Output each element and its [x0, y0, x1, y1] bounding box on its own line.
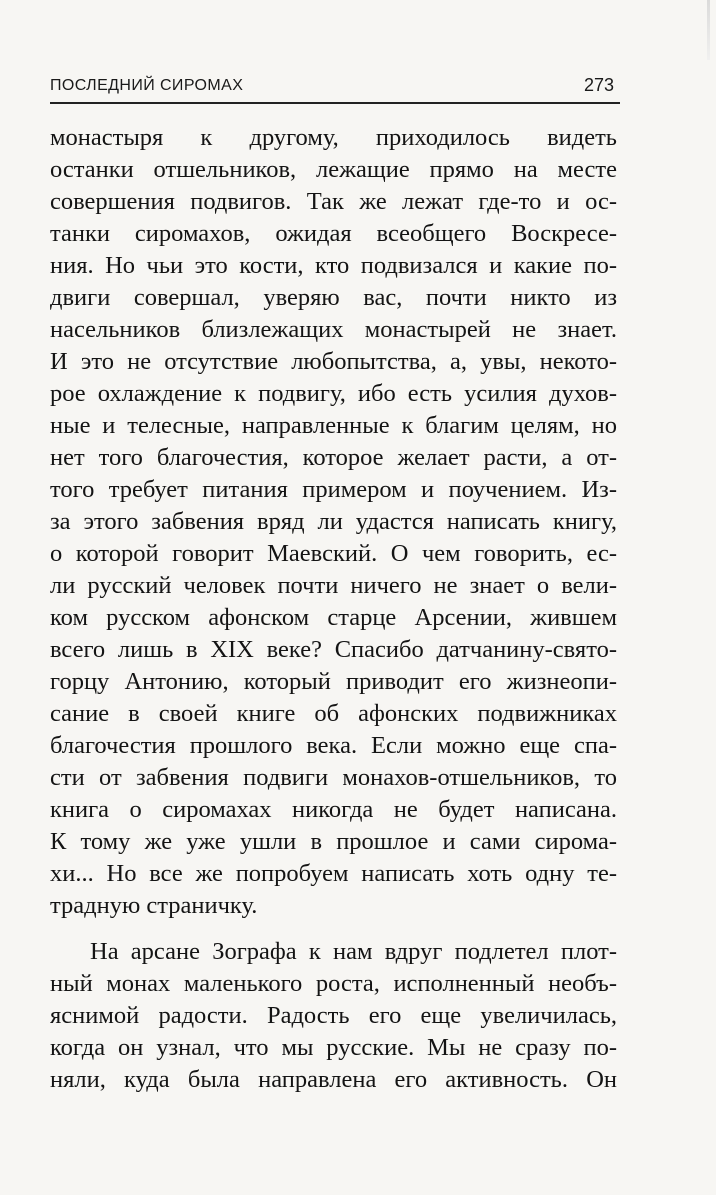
body-text — [50, 122, 617, 1096]
running-header — [50, 72, 620, 104]
paragraph-gap — [50, 922, 617, 936]
running-title: ПОСЛЕДНИЙ СИРОМАХ — [50, 77, 244, 94]
text-line: останки отшельников, лежащие прямо на месте — [50, 156, 617, 183]
text-line: ния. Но чьи это кости, кто подвизался и какие по- — [50, 252, 617, 279]
page-number: 273 — [583, 75, 614, 95]
text-line: всего лишь в XIX веке? Спасибо датчанину-свято- — [50, 636, 617, 663]
text-line: когда он узнал, что мы русские. Мы не сразу по- — [50, 1034, 617, 1061]
text-line: насельников близлежащих монастырей не знает. — [50, 316, 617, 343]
text-line: хи... Но все же попробуем написать хоть одну те- — [50, 860, 617, 887]
scan-edge-shadow — [707, 0, 710, 60]
text-line: сти от забвения подвиги монахов-отшельников, то — [50, 764, 617, 791]
text-line: ный монах маленького роста, исполненный необъ- — [50, 970, 617, 997]
text-line: сание в своей книге об афонских подвижниках — [50, 700, 617, 727]
text-line: На арсане Зографа к нам вдруг подлетел плот- — [90, 938, 617, 965]
text-line: горцу Антонию, который приводит его жизнеопи- — [50, 668, 617, 695]
text-line: танки сиромахов, ожидая всеобщего Воскресе- — [50, 220, 617, 247]
text-line: няли, куда была направлена его активность. Он — [50, 1066, 617, 1093]
text-line: благочестия прошлого века. Если можно еще спа- — [50, 732, 617, 759]
text-line: К тому же уже ушли в прошлое и сами сирома- — [50, 828, 617, 855]
text-line: ком русском афонском старце Арсении, жившем — [50, 604, 617, 631]
text-line: И это не отсутствие любопытства, а, увы, некото- — [50, 348, 617, 375]
text-line: за этого забвения вряд ли удастся написать книгу, — [50, 508, 617, 535]
text-line: традную страничку. — [50, 892, 258, 919]
text-line: книга о сиромахах никогда не будет написана. — [50, 796, 617, 823]
text-line: двиги совершал, уверяю вас, почти никто из — [50, 284, 617, 311]
text-line: того требует питания примером и поучением. Из- — [50, 476, 617, 503]
text-line: монастыря к другому, приходилось видеть — [50, 124, 617, 151]
text-line: совершения подвигов. Так же лежат где-то и ос- — [50, 188, 617, 215]
text-line: рое охлаждение к подвигу, ибо есть усилия духов- — [50, 380, 617, 407]
text-line: ли русский человек почти ничего не знает о вели- — [50, 572, 617, 599]
text-line: о которой говорит Маевский. О чем говорить, ес- — [50, 540, 617, 567]
text-line: яснимой радости. Радость его еще увеличилась, — [50, 1002, 617, 1029]
text-line: нет того благочестия, которое желает расти, а от- — [50, 444, 617, 471]
text-line: ные и телесные, направленные к благим целям, но — [50, 412, 617, 439]
